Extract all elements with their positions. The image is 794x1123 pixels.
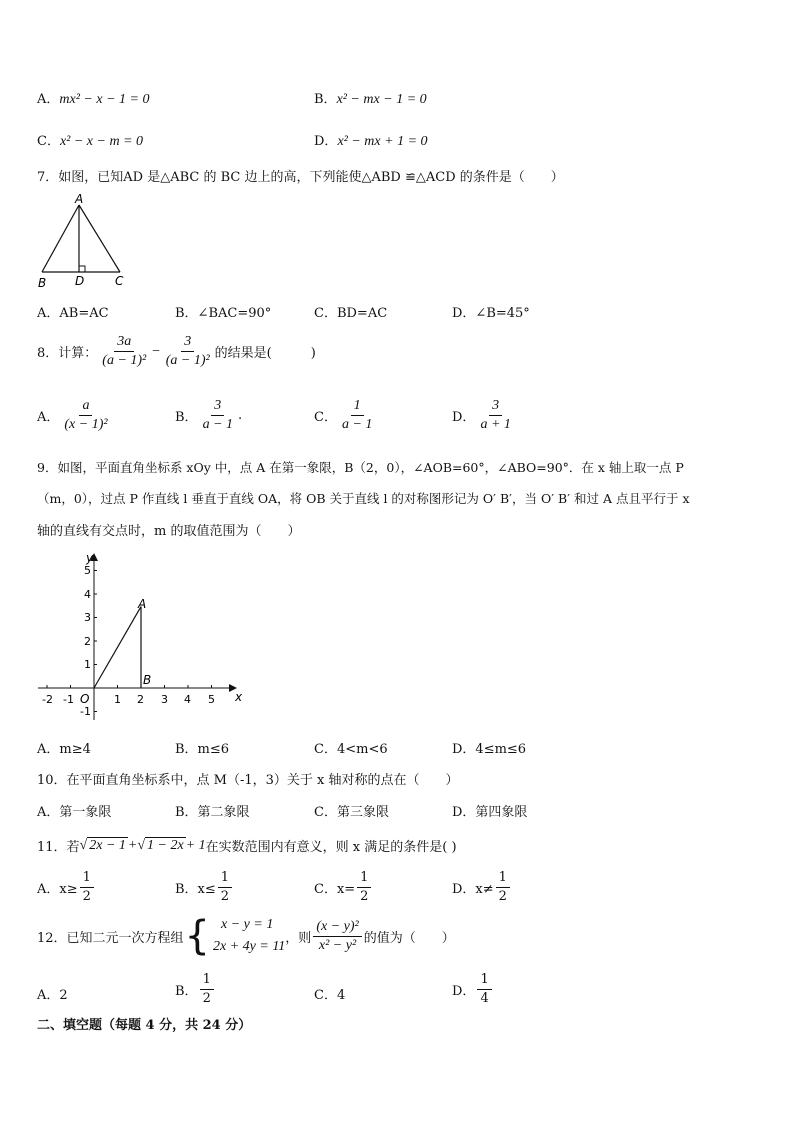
right-angle-mark — [79, 266, 85, 272]
equation-system: x − y = 1 2x + 4y = 11 — [213, 917, 286, 954]
q9-stem-line1: 9．如图，平面直角坐标系 xOy 中，点 A 在第一象限，B（2，0），∠AOB=60°，∠ABO=90°．在 x 轴上取一点 P — [37, 460, 684, 475]
q8-fraction-1: $\frac{3a}{\text{(a − 1)²}}$ — [102, 334, 147, 368]
point-a-label: A — [138, 597, 147, 611]
segment-oa — [94, 607, 141, 688]
x-tick-neg1: -1 — [63, 693, 74, 706]
q7-option-b: B．∠BAC=90° — [175, 306, 272, 321]
q8-option-b: B． $\frac{3}{a - 1}$ . — [175, 398, 243, 432]
point-b-label: B — [143, 673, 152, 687]
q8-stem: 8．计算： $\frac{3a}{\text{(a − 1)²}}$ − $\frac{3}{\text{(a − 1)²}}$ 的结果是( ) — [37, 334, 316, 368]
q6-option-d-expr: x² − mx + 1 = 0 — [337, 134, 428, 149]
q10-option-b: B．第二象限 — [175, 805, 250, 820]
q7-option-c: C．BD=AC — [314, 306, 388, 321]
system-brace: { — [184, 913, 210, 959]
q10-option-a: A．第一象限 — [37, 805, 112, 820]
q11-option-c: C．x= $\frac{1}{2}$ — [314, 870, 373, 905]
y-tick-3: 3 — [84, 611, 91, 624]
label-c: C — [115, 274, 124, 288]
q6-option-c-expr: x² − x − m = 0 — [59, 134, 144, 149]
q8-option-c: C． $\frac{1}{a - 1}$ — [314, 398, 373, 432]
q12-option-c: C．4 — [314, 988, 346, 1003]
q10-option-d: D．第四象限 — [452, 805, 528, 820]
q6-option-b-expr: x² − mx − 1 = 0 — [336, 92, 427, 107]
q9-option-d: D．4≤m≤6 — [452, 742, 527, 757]
x-tick-neg2: -2 — [42, 693, 53, 706]
q9-coordinate-figure — [30, 548, 255, 723]
triangle-side-ab — [42, 205, 79, 272]
q10-stem: 10．在平面直角坐标系中，点 M（-1，3）关于 x 轴对称的点在（ ） — [37, 773, 459, 788]
q11-option-a: A．x≥ $\frac{1}{2}$ — [37, 870, 96, 905]
q10-option-c: C．第三象限 — [314, 805, 389, 820]
y-tick-4: 4 — [84, 588, 91, 601]
y-axis-label: y — [86, 551, 94, 565]
y-tick-2: 2 — [84, 635, 91, 648]
x-tick-1: 1 — [114, 693, 121, 706]
q7-option-a: A．AB=AC — [37, 306, 109, 321]
x-tick-4: 4 — [184, 693, 191, 706]
q8-option-a: A． $\frac{a}{\text{(x − 1)²}}$ — [37, 398, 108, 432]
q11-radicand-1: 2x − 1 — [89, 838, 126, 853]
q11-stem: 11．若 √ 2x − 1 + √ 1 − 2x + 1 在实数范围内有意义，则 x 满足的条件是( ) — [37, 837, 457, 855]
q9-option-b: B．m≤6 — [175, 742, 230, 757]
sqrt-sign-1: √ — [79, 837, 88, 853]
q8-fraction-2: $\frac{3}{\text{(a − 1)²}}$ — [165, 334, 210, 368]
q6-option-a-expr: mx² − x − 1 = 0 — [59, 92, 150, 107]
q12-fraction: $\frac{\text{(x − y)²}}{\text{x² − y²}}$ — [313, 919, 361, 954]
section-heading-fill-in: 二、填空题（每题 4 分，共 24 分） — [37, 1018, 252, 1033]
triangle-side-ac — [79, 205, 120, 272]
x-tick-2: 2 — [137, 693, 144, 706]
q11-option-d: D．x≠ $\frac{1}{2}$ — [452, 870, 512, 905]
q12-option-b: B． $\frac{1}{2}$ — [175, 972, 216, 1007]
y-tick-1: 1 — [84, 658, 91, 671]
label-b: B — [38, 276, 47, 290]
q6-option-b: B．x² − mx − 1 = 0 — [314, 92, 427, 107]
x-tick-5: 5 — [208, 693, 215, 706]
q8-option-d: D． $\frac{3}{a + 1}$ — [452, 398, 511, 432]
q7-option-d: D．∠B=45° — [452, 306, 530, 321]
label-a: A — [75, 192, 84, 206]
q9-option-c: C．4<m<6 — [314, 742, 388, 757]
q9-stem-line2: （m，0），过点 P 作直线 l 垂直于直线 OA，将 OB 关于直线 l 的对称图形记为 O′ B′，当 O′ B′ 和过 A 点且平行于 x — [37, 491, 690, 506]
q11-radicand-2: 1 − 2x — [147, 838, 184, 853]
y-tick-5: 5 — [84, 564, 91, 577]
q6-option-d: D．x² − mx + 1 = 0 — [314, 134, 428, 149]
sqrt-sign-2: √ — [137, 837, 146, 853]
q12-stem: 12．已知二元一次方程组 { x − y = 1 2x + 4y = 11 ，则 $\frac{\text{(x − y)²}}{\text{x² − y²}}$ 的值为（ ） — [37, 913, 455, 959]
q11-option-b: B．x≤ $\frac{1}{2}$ — [175, 870, 234, 905]
q6-option-a: A．mx² − x − 1 = 0 — [37, 92, 150, 107]
label-d: D — [75, 274, 85, 288]
origin-label: O — [80, 692, 90, 706]
q7-stem: 7．如图，已知AD 是△ABC 的 BC 边上的高，下列能使△ABD ≌△ACD 的条件是（ ） — [37, 170, 564, 185]
x-tick-3: 3 — [161, 693, 168, 706]
q7-triangle-figure — [30, 190, 140, 292]
q6-option-c: C．x² − x − m = 0 — [37, 134, 144, 149]
q12-option-a: A．2 — [37, 988, 68, 1003]
q9-stem-line3: 轴的直线有交点时，m 的取值范围为（ ） — [37, 524, 301, 539]
q12-option-d: D． $\frac{1}{4}$ — [452, 972, 494, 1007]
y-tick-neg1: -1 — [80, 705, 91, 718]
q9-option-a: A．m≥4 — [37, 742, 91, 757]
x-axis-label: x — [235, 690, 243, 704]
